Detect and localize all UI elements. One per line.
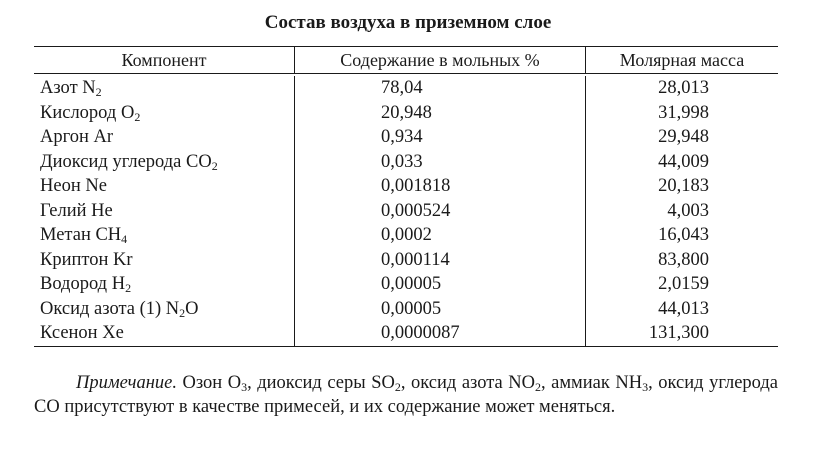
cell-component: Гелий He [40,200,113,221]
cell-content: 0,000114 [294,248,585,273]
cell-molar-mass: 31,998 [585,101,778,126]
cell-content: 20,948 [294,101,585,126]
cell-component: Метан $CH_4$ [40,225,128,246]
cell-molar-mass: 29,948 [585,125,778,150]
cell-component: Азот $N_2$ [40,78,102,99]
table-header-row [34,47,778,74]
cell-content: 0,0002 [294,223,585,248]
table-row [34,199,778,224]
cell-molar-mass: 44,013 [585,297,778,322]
table-row [34,174,778,199]
table-row [34,223,778,248]
table-row [34,248,778,273]
cell-content: 0,00005 [294,297,585,322]
cell-component: Криптон Kr [40,249,133,270]
table-row [34,297,778,322]
cell-component: Водород $H_2$ [40,274,132,295]
cell-component: Неон Ne [40,176,107,196]
cell-content: 0,001818 [294,174,585,199]
note-label: Примечание. [76,373,177,393]
cell-molar-mass: 44,009 [585,150,778,175]
cell-component: Диоксид углерода $CO_2$ [40,151,218,173]
table-row [34,150,778,175]
composition-table [34,46,778,347]
table-row [34,101,778,126]
cell-component: Оксид азота (1) $N_2O$ [40,298,199,320]
cell-content: 0,00005 [294,272,585,297]
header-molar-mass: Молярная масса [585,47,778,73]
cell-molar-mass: 131,300 [585,321,778,346]
table-body [34,76,778,346]
cell-molar-mass: 2,0159 [585,272,778,297]
cell-molar-mass: 4,003 [585,199,778,224]
table-row [34,272,778,297]
table-row [34,321,778,346]
cell-component: Ксенон Xe [40,323,124,343]
footnote: Примечание. Озон $O_3$, диоксид серы $SO_2$, оксид азота $NO_2$, аммиак $NH_3$, оксид углерода CO присутствуют в качестве примесей, и их содержание может меняться. [34,373,778,417]
cell-content: 0,0000087 [294,321,585,346]
cell-content: 0,934 [294,125,585,150]
cell-content: 78,04 [294,76,585,101]
cell-molar-mass: 28,013 [585,76,778,101]
header-content: Содержание в мольных % [294,47,585,73]
cell-molar-mass: 20,183 [585,174,778,199]
cell-molar-mass: 16,043 [585,223,778,248]
table-row [34,76,778,101]
table-row [34,125,778,150]
cell-content: 0,033 [294,150,585,175]
table-title: Состав воздуха в приземном слое [264,12,552,33]
cell-component: Аргон Ar [40,127,114,147]
header-component: Компонент [121,50,207,70]
cell-molar-mass: 83,800 [585,248,778,273]
cell-content: 0,000524 [294,199,585,224]
cell-component: Кислород $O_2$ [40,102,141,124]
